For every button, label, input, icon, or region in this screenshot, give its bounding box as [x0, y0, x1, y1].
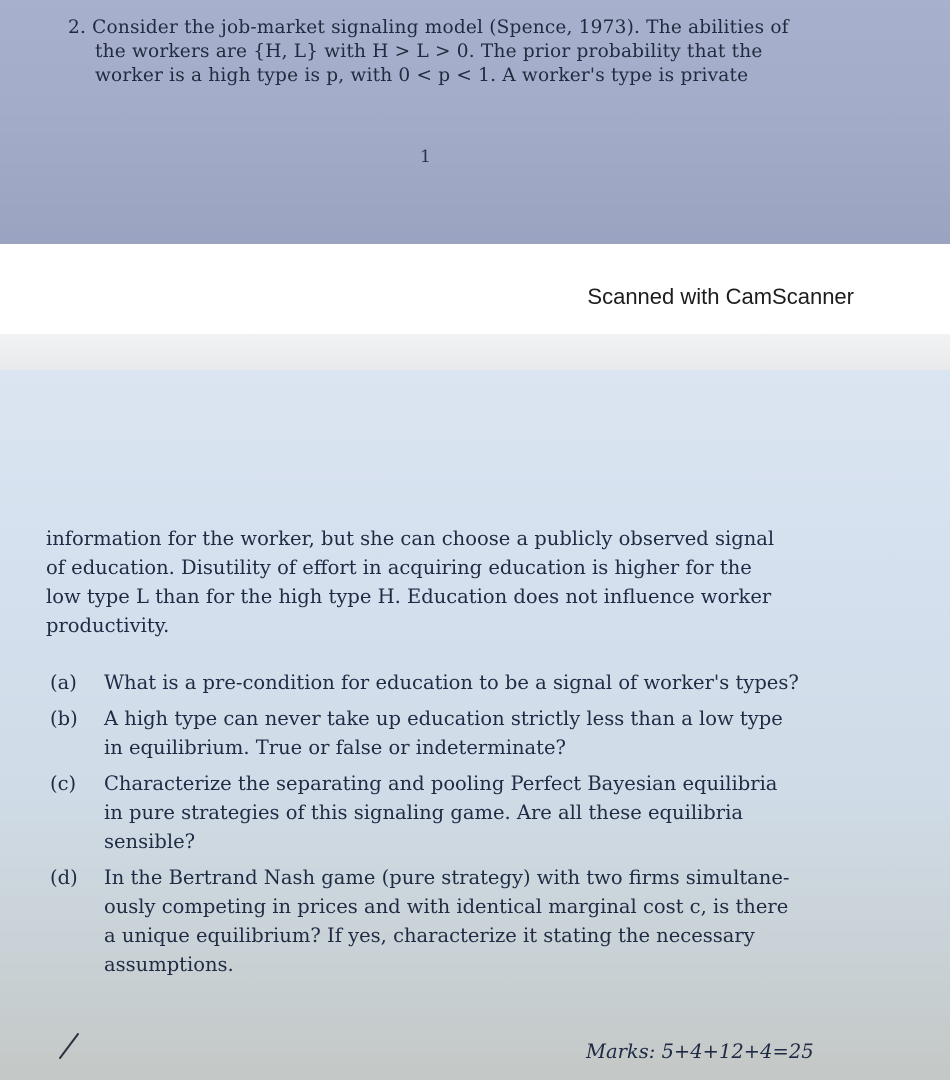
page-divider: [0, 334, 950, 370]
bottom-paragraph-line: information for the worker, but she can choose a publicly observed signal: [46, 527, 775, 550]
question-text: [50, 704, 850, 762]
question-list: [50, 668, 850, 986]
pen-stroke-icon: [54, 1032, 84, 1060]
page-number: 1: [420, 147, 431, 167]
top-paragraph-line: the workers are {H, L} with H > L > 0. The prior probability that the: [95, 41, 763, 62]
question-item: [50, 769, 850, 856]
question-label: (d): [50, 866, 78, 889]
bottom-paragraph: [46, 524, 846, 640]
question-label: (b): [50, 707, 78, 730]
question-item: [50, 863, 850, 979]
question-line: a unique equilibrium? If yes, characterize it stating the necessary: [104, 924, 755, 947]
bottom-paragraph-line: of education. Disutility of effort in acquiring education is higher for the: [46, 556, 752, 579]
question-text: [50, 863, 850, 979]
question-text: [50, 769, 850, 856]
question-line: What is a pre-condition for education to be a signal of worker's types?: [104, 671, 799, 694]
bottom-paragraph-line: productivity.: [46, 614, 170, 637]
top-paragraph-line: 2. Consider the job-market signaling model (Spence, 1973). The abilities of: [68, 17, 789, 38]
question-item: [50, 704, 850, 762]
marks-total: Marks: 5+4+12+4=25: [586, 1040, 814, 1063]
bottom-page-scan: [0, 370, 950, 1080]
question-line: assumptions.: [104, 953, 234, 976]
question-line: Characterize the separating and pooling Perfect Bayesian equilibria: [104, 772, 778, 795]
question-label: (c): [50, 772, 77, 795]
top-paragraph: [68, 16, 828, 88]
question-line: in pure strategies of this signaling game. Are all these equilibria: [104, 801, 743, 824]
question-text: [50, 668, 850, 697]
question-line: In the Bertrand Nash game (pure strategy) with two firms simultane-: [104, 866, 790, 889]
watermark-band: [0, 244, 950, 334]
question-label: (a): [50, 671, 77, 694]
camscanner-label: Scanned with CamScanner: [587, 284, 854, 309]
question-line: in equilibrium. True or false or indeterminate?: [104, 736, 567, 759]
top-paragraph-line: worker is a high type is p, with 0 < p < 1. A worker's type is private: [95, 65, 749, 86]
question-item: [50, 668, 850, 697]
question-line: sensible?: [104, 830, 196, 853]
bottom-paragraph-line: low type L than for the high type H. Education does not influence worker: [46, 585, 772, 608]
question-line: A high type can never take up education strictly less than a low type: [104, 707, 783, 730]
question-line: ously competing in prices and with identical marginal cost c, is there: [104, 895, 789, 918]
top-page-scan: [0, 0, 950, 244]
